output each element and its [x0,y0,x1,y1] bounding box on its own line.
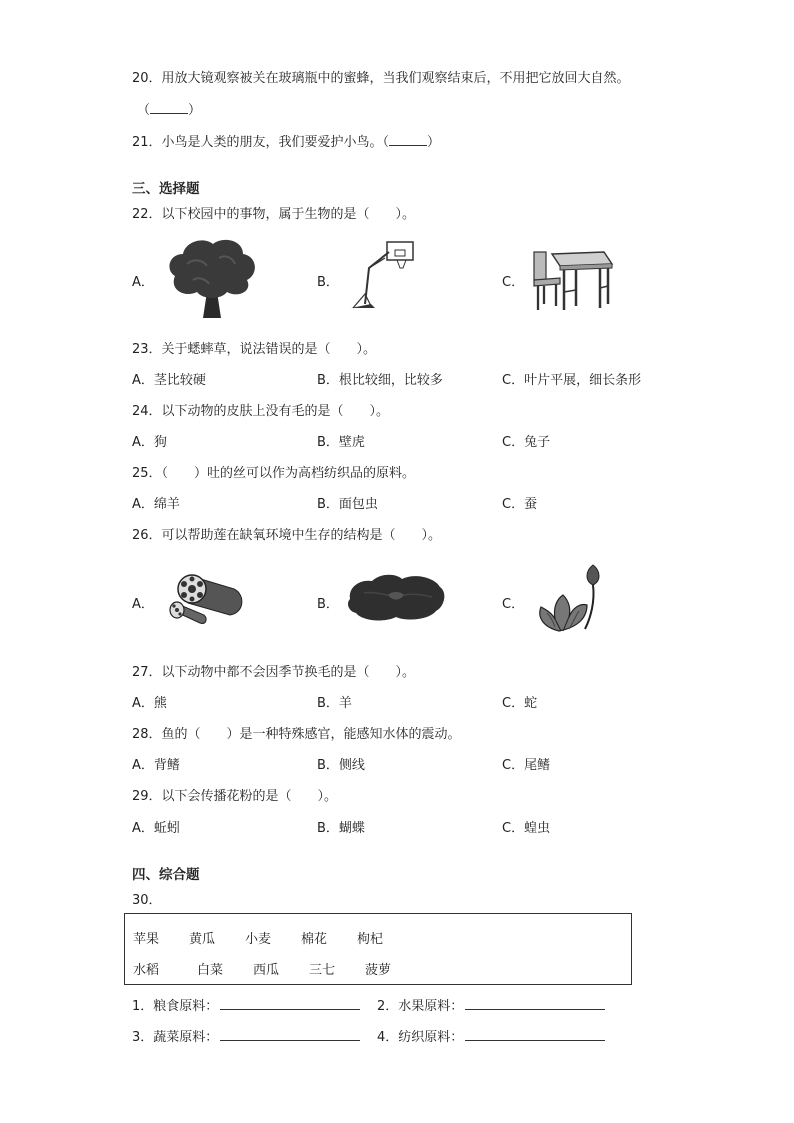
fill-grain [132,995,360,1014]
word-box [124,913,632,985]
word-item: 枸杞 [357,932,384,947]
answer-line[interactable] [465,1028,605,1041]
section-title-comprehensive: 四、综合题 [132,867,200,883]
fill-label: 1．粮食原料： [132,999,219,1014]
option-c[interactable]: C．蚕 [502,497,538,512]
fill-fruit [377,995,605,1014]
option-a[interactable]: A．背鳍 [132,758,180,773]
question-21-text: 21．小鸟是人类的朋友，我们要爱护小鸟。（ [132,135,390,150]
question-28-text: 28．鱼的（ ）是一种特殊感官，能感知水体的震动。 [132,727,461,742]
option-b[interactable]: B．蝴蝶 [317,821,365,836]
lotus-flower-icon [533,561,609,633]
fill-label: 4．纺织原料： [377,1030,464,1045]
option-c[interactable]: C． [502,275,525,290]
option-b[interactable]: B．侧线 [317,758,365,773]
fill-label: 2．水果原料： [377,999,464,1014]
word-item: 棉花 [301,932,328,947]
section-title-choice: 三、选择题 [132,181,200,197]
answer-blank[interactable] [150,101,188,114]
option-a[interactable]: A．茎比较硬 [132,373,206,388]
option-b[interactable]: B．壁虎 [317,435,365,450]
paren-open: （ [137,103,151,118]
option-a[interactable]: A．狗 [132,435,167,450]
answer-line[interactable] [220,1028,360,1041]
word-item: 西瓜 [253,963,280,978]
option-a[interactable]: A．蚯蚓 [132,821,180,836]
option-a[interactable]: A．绵羊 [132,497,180,512]
word-item: 三七 [309,963,336,978]
word-item: 菠萝 [365,963,392,978]
answer-line[interactable] [465,997,605,1010]
option-c[interactable]: C．蝗虫 [502,821,551,836]
question-24-text: 24．以下动物的皮肤上没有毛的是（ ）。 [132,404,390,419]
question-23-text: 23．关于蟋蟀草，说法错误的是（ ）。 [132,342,377,357]
lotus-root-icon [164,567,248,629]
word-item: 小麦 [245,932,272,947]
lotus-leaf-icon [344,571,448,623]
option-b[interactable]: B． [317,597,339,612]
tree-icon [163,236,259,320]
fill-label: 3．蔬菜原料： [132,1030,219,1045]
paren-close: ） [188,103,202,118]
fill-vegetable [132,1026,360,1045]
fill-textile [377,1026,605,1045]
option-a[interactable]: A． [132,597,154,612]
option-c[interactable]: C．兔子 [502,435,551,450]
word-item: 黄瓜 [189,932,216,947]
question-20-answer[interactable] [137,99,201,118]
word-item: 白菜 [197,963,224,978]
question-25-text: 25．（ ）吐的丝可以作为高档纺织品的原料。 [132,466,416,481]
question-21 [132,131,440,150]
option-c[interactable]: C．叶片平展，细长条形 [502,373,642,388]
option-b[interactable]: B．根比较细，比较多 [317,373,443,388]
question-22-text: 22．以下校园中的事物，属于生物的是（ ）。 [132,207,416,222]
question-20-text: 20．用放大镜观察被关在玻璃瓶中的蜜蜂，当我们观察结束后，不用把它放回大自然。 [132,71,630,86]
answer-blank[interactable] [389,133,427,146]
option-c[interactable]: C．尾鳍 [502,758,551,773]
option-b[interactable]: B． [317,275,339,290]
option-a[interactable]: A． [132,275,154,290]
question-27-text: 27．以下动物中都不会因季节换毛的是（ ）。 [132,665,416,680]
question-29-text: 29．以下会传播花粉的是（ ）。 [132,789,338,804]
question-30-number: 30． [132,893,162,908]
answer-line[interactable] [220,997,360,1010]
option-a[interactable]: A．熊 [132,696,167,711]
school-desk-icon [530,244,614,316]
option-c[interactable]: C．蛇 [502,696,538,711]
question-20 [132,67,630,86]
word-item: 水稻 [133,963,160,978]
paren-close: ） [427,135,441,150]
option-b[interactable]: B．面包虫 [317,497,378,512]
option-c[interactable]: C． [502,597,525,612]
word-item: 苹果 [133,932,160,947]
question-26-text: 26．可以帮助莲在缺氧环境中生存的结构是（ ）。 [132,528,442,543]
option-b[interactable]: B．羊 [317,696,352,711]
basketball-hoop-icon [345,238,425,312]
